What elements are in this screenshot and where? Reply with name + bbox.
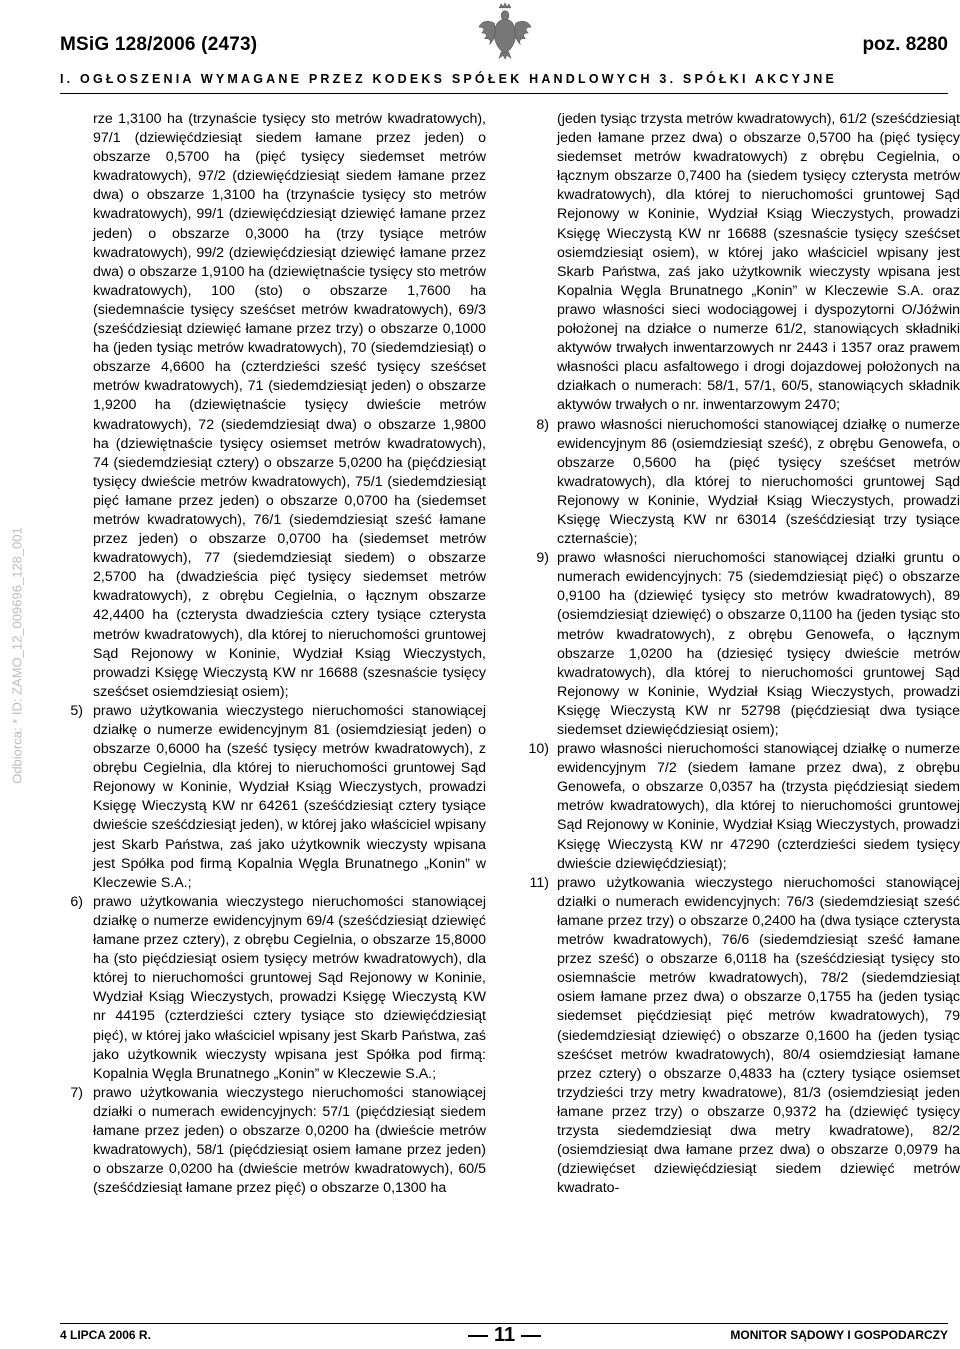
dash-left (468, 1335, 488, 1337)
list-item (529, 874, 960, 1199)
recipient-watermark: Odbiorca: * ID: ZAMO_12_009696_128_001 (9, 527, 25, 784)
item-text: prawo użytkowania wieczystego nieruchomości stanowiącej działkę o numerze ewidencyjnym 81 (osiemdziesiąt jeden) o obszarze 0,6000 ha (sześć tysięcy metrów kwadratowych), z obrębu Cegielnia, dla której to nieruchomości gruntowej Sąd Rejonowy w Koninie, Wydział Ksiąg Wieczystych, prowadzi Księgę Wieczystą KW nr 64261 (sześćdziesiąt cztery tysiące dwieście sześćdziesiąt jeden), w której jako właściciel wpisany jest Skarb Państwa, zaś jako użytkownik wieczysty wpisana jest Spółka pod firmą Kopalnia Węgla Brunatnego „Konin” w Kleczewie S.A.; (93, 702, 486, 891)
issue-date: 4 LIPCA 2006 R. (60, 1328, 151, 1342)
left-column (70, 110, 486, 1198)
item-text: prawo użytkowania wieczystego nieruchomości stanowiącej działkę o numerze ewidencyjnym 69/4 (sześćdziesiąt dziewięć łamane przez cztery), z obrębu Cegielnia, o obszarze 15,8000 ha (sto pięćdziesiąt osiem tysięcy metrów kwadratowych), dla której to nieruchomości gruntowej Sąd Rejonowy w Koninie, Wydział Ksiąg Wieczystych, prowadzi Księgę Wieczystą KW nr 44195 (czterdzieści cztery tysiące sto dziewięćdziesiąt pięć), w której jako właściciel wpisany jest Skarb Państwa, zaś jako użytkownik wieczysty wpisana jest Spółka pod firmą: Kopalnia Węgla Brunatnego „Konin” w Kleczewie S.A.; (93, 893, 486, 1082)
item-text: prawo użytkowania wieczystego nieruchomości stanowiącej działki o numerach ewidencyjnych: 57/1 (pięćdziesiąt siedem łamane przez jeden) o obszarze 0,0200 ha (dwieście metrów kwadratowych), 58/1 (pięćdziesiąt osiem łamane przez jeden) o obszarze 0,0200 ha (dwieście metrów kwadratowych), 60/5 (sześćdziesiąt łamane przez pięć) o obszarze 0,1300 ha (93, 1084, 486, 1197)
section-heading: I. OGŁOSZENIA WYMAGANE PRZEZ KODEKS SPÓŁEK HANDLOWYCH 3. SPÓŁKI AKCYJNE (60, 72, 838, 86)
journal-issue: MSiG 128/2006 (2473) (60, 34, 258, 55)
polish-eagle-icon (476, 2, 534, 60)
list-item (536, 416, 960, 550)
dash-right (521, 1335, 541, 1337)
list-item (528, 740, 960, 874)
right-column (528, 110, 960, 1198)
item-text: prawo własności nieruchomości stanowiącej działkę o numerze ewidencyjnym 86 (osiemdziesiąt sześć), z obrębu Genowefa, o obszarze 0,5600 ha (pięć tysięcy sześćset metrów kwadratowych), dla której to nieruchomości gruntowej Sąd Rejonowy w Koninie, Wydział Ksiąg Wieczystych, prowadzi Księgę Wieczystą KW nr 63014 (sześćdziesiąt trzy tysiące czternaście); (557, 416, 960, 548)
item-number: 10) (528, 741, 549, 758)
list-item (70, 702, 486, 893)
page-number: 11 (494, 1324, 516, 1346)
position-number: poz. 8280 (862, 34, 948, 55)
item-number: 11) (529, 874, 549, 891)
header-divider (60, 93, 948, 94)
item-text: prawo własności nieruchomości stanowiącej działki gruntu o numerach ewidencyjnych: 75 (siedemdziesiąt pięć) o obszarze 0,9100 ha (dziewięć tysięcy sto metrów kwadratowych), 89 (osiemdziesiąt dziewięć) o obszarze 0,1100 ha (jeden tysiąc sto metrów kwadratowych), z obrębu Genowefa, o łącznym obszarze 1,0200 ha (dziesięć tysięcy dwieście metrów kwadratowych), dla której to nieruchomości gruntowej Sąd Rejonowy w Koninie, Wydział Ksiąg Wieczystych, prowadzi Księgę Wieczystą KW nr 52798 (pięćdziesiąt dwa tysiące siedemset dziewięćdziesiąt osiem); (557, 550, 960, 738)
paragraph-continuation: rze 1,3100 ha (trzynaście tysięcy sto metrów kwadratowych), 97/1 (dziewięćdziesiąt siedem łamane przez jeden) o obszarze 0,5700 ha (pięć tysięcy siedemset metrów kwadratowych), 97/2 (dziewięćdziesiąt siedem łamane przez dwa) o obszarze 1,3100 ha (trzynaście tysięcy sto metrów kwadratowych), 99/1 (dziewięćdziesiąt dziewięć łamane przez jeden) o obszarze 0,3000 ha (trzy tysiące metrów kwadratowych), 99/2 (dziewięćdziesiąt dziewięć łamane przez dwa) o obszarze 1,9100 ha (dziewiętnaście tysięcy sto metrów kwadratowych), 100 (sto) o obszarze 1,7600 ha (siedemnaście tysięcy sześćset metrów kwadratowych), 69/3 (sześćdziesiąt dziewięć łamane przez trzy) o obszarze 0,1000 ha (jeden tysiąc metrów kwadratowych), 70 (siedemdziesiąt) o obszarze 4,6600 ha (czterdzieści sześć tysięcy sześćset metrów kwadratowych), 71 (siedemdziesiąt jeden) o obszarze 1,9200 ha (dziewiętnaście tysięcy dwieście metrów kwadratowych), 72 (siedemdziesiąt dwa) o obszarze 1,9800 ha (dziewiętnaście tysięcy osiemset metrów kwadratowych), 74 (siedemdziesiąt cztery) o obszarze 5,0200 ha (pięćdziesiąt tysięcy dwieście metrów kwadratowych), 75/1 (siedemdziesiąt pięć łamane przez jeden) o obszarze 0,0700 ha (siedemset metrów kwadratowych), 76/1 (siedemdziesiąt sześć łamane przez jeden) o obszarze 0,0700 ha (siedemset metrów kwadratowych), 77 (siedemdziesiąt siedem) o obszarze 2,5700 ha (dwadzieścia pięć tysięcy siedemset metrów kwadratowych), z obrębu Cegielnia, o łącznym obszarze 42,4400 ha (czterysta dwadzieścia cztery tysiące czterysta metrów kwadratowych), dla której to nieruchomości gruntowej Sąd Rejonowy w Koninie, Wydział Ksiąg Wieczystych, prowadzi Księgę Wieczystą KW nr 16688 (szesnaście tysięcy sześćset osiemdziesiąt osiem); (93, 111, 486, 700)
item-number: 8) (536, 416, 549, 433)
paragraph-continuation: (jeden tysiąc trzysta metrów kwadratowych), 61/2 (sześćdziesiąt jeden łamane przez dwa) o obszarze 0,5700 ha (pięć tysięcy siedemset metrów kwadratowych) z obrębu Cegielnia, o łącznym obszarze 0,7400 ha (siedem tysięcy czterysta metrów kwadratowych), dla której to nieruchomości gruntowej Sąd Rejonowy w Koninie, Wydział Ksiąg Wieczystych, prowadzi Księgę Wieczystą KW nr 16688 (szesnaście tysięcy sześćset osiemdziesiąt osiem), w której jako właściciel wpisany jest Skarb Państwa, zaś jako użytkownik wieczysty wpisana jest Kopalnia Węgla Brunatnego „Konin” w Kleczewie S.A. oraz prawo własności sieci wodociągowej i dyspozytorni O/Jóźwin położonej na działce o numerze 61/2, stanowiących składniki aktywów trwałych inwentarzowych nr 2443 i 1357 oraz prawem własności placu asfaltowego i drogi dojazdowej położonych na działkach o numerach: 58/1, 57/1, 60/5, stanowiących składnik aktywów trwałych o nr. inwentarzowym 2470; (557, 111, 960, 414)
item-number: 5) (70, 702, 83, 719)
list-item (70, 893, 486, 1084)
item-text: prawo użytkowania wieczystego nieruchomości stanowiącej działki o numerach ewidencyjnych: 76/3 (siedemdziesiąt sześć łamane przez trzy) o obszarze 0,2400 ha (dwa tysiące czterysta metrów kwadratowych), 76/6 (siedemdziesiąt sześć łamane przez sześć) o obszarze 6,0118 ha (sześćdziesiąt tysięcy sto osiemnaście metrów kwadratowych), 78/2 (siedemdziesiąt osiem łamane przez dwa) o obszarze 0,1755 ha (jeden tysiąc siedemset pięćdziesiąt pięć metrów kwadratowych), 79 (siedemdziesiąt dziewięć) o obszarze 0,1600 ha (jeden tysiąc sześćset metrów kwadratowych), 80/4 osiemdziesiąt łamane przez cztery) o obszarze 0,4833 ha (cztery tysiące osiemset trzydzieści trzy metry kwadratowe), 81/3 (osiemdziesiąt jeden łamane przez trzy) o obszarze 0,9372 ha (dziewięć tysięcy trzysta siedemdziesiąt dwa metry kwadratowe), 82/2 (osiemdziesiąt dwa łamane przez dwa) o obszarze 0,0979 ha (dziewięćset dziewięćdziesiąt siedem dziewięć metrów kwadrato- (557, 874, 960, 1197)
item-text: prawo własności nieruchomości stanowiącej działkę o numerze ewidencyjnym 7/2 (siedem łamane przez dwa), z obrębu Genowefa, o obszarze 0,0357 ha (trzysta pięćdziesiąt siedem metrów kwadratowych), dla której to nieruchomości gruntowej Sąd Rejonowy w Koninie, Wydział Ksiąg Wieczystych, prowadzi Księgę Wieczystą KW nr 47290 (czterdzieści siedem tysięcy dwieście dziewięćdziesiąt); (557, 741, 960, 872)
item-number: 6) (70, 893, 83, 910)
page-number-block (462, 1324, 547, 1347)
list-item (536, 549, 960, 740)
item-number: 9) (536, 550, 549, 567)
list-item (70, 1084, 486, 1199)
item-number: 7) (70, 1084, 83, 1101)
publication-name: MONITOR SĄDOWY I GOSPODARCZY (730, 1328, 948, 1342)
